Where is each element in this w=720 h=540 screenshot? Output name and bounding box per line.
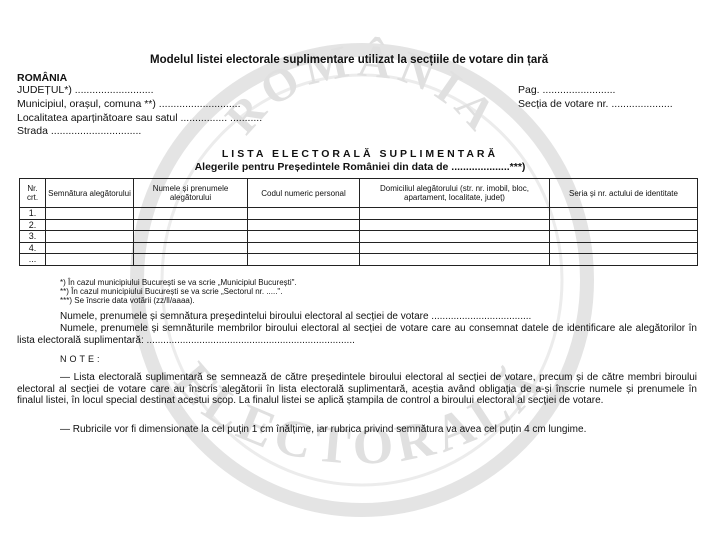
note-paragraph: — Rubricile vor fi dimensionate la cel puțin 1 cm înălțime, iar rubrica privind semnătura va avea cel puțin 4 cm lungime. (60, 424, 587, 435)
table-row (20, 208, 698, 220)
members-signature-line: Numele, prenumele și semnăturile membrilor biroului electoral al secției de votare care au consemnat datele de identificare ale alegătorilor în lista electorală suplimentară: ........................................................................... (17, 323, 697, 346)
watermark-top-text: ROMÂNIA (215, 34, 510, 144)
president-signature-line: Numele, prenumele și semnătura președintelui biroului electoral al secției de votare .................................... (60, 311, 532, 322)
row-number: ... (20, 254, 46, 266)
municipality-field: Municipiul, orașul, comuna **) ............................ (17, 98, 241, 110)
column-header: Domiciliul alegătorului (str. nr. imobil, bloc, apartament, localitate, județ) (360, 179, 550, 208)
table-row (20, 219, 698, 231)
county-field: JUDEȚUL*) ........................... (17, 84, 154, 96)
column-header: Numele și prenumele alegătorului (134, 179, 248, 208)
street-field: Strada ............................... (17, 125, 142, 137)
footnote: ***) Se înscrie data votării (zz/ll/aaaa). (60, 296, 195, 305)
table-header-row (20, 179, 698, 208)
table-row (20, 254, 698, 266)
page-number-field: Pag. ......................... (518, 84, 616, 96)
note-paragraph: — Lista electorală suplimentară se semnează de către președintele biroului electoral al secției de votare, precum și de către membri biroului electoral al secției de votare care au înscris alegătorii în lista electorală suplimentară, aceștia având obligația de a-și înscrie numele și prenumele în finalul listei, în locul special destinat acestui scop. La finalul listei se aplică ștampila de control a biroului electoral al secției de votare. (17, 372, 697, 406)
footnote: *) În cazul municipiului București se va scrie „Municipiul București". (60, 278, 297, 287)
row-number: 3. (20, 231, 46, 243)
column-header: Codul numeric personal (248, 179, 360, 208)
voters-table (19, 178, 698, 266)
locality-field: Localitatea aparținătoare sau satul ................ ........... (17, 112, 263, 124)
row-number: 4. (20, 242, 46, 254)
page-title: Modelul listei electorale suplimentare utilizat la secțiile de votare din țară (150, 54, 549, 66)
country-label: ROMÂNIA (17, 72, 68, 84)
row-number: 2. (20, 219, 46, 231)
watermark-bottom-text: ELECTORALĂ (163, 352, 557, 477)
notes-heading: NOTE: (60, 354, 103, 364)
column-header: Semnătura alegătorului (46, 179, 134, 208)
list-subtitle: Alegerile pentru Președintele României din data de ....................***) (194, 161, 526, 173)
svg-text:ELECTORALĂ (163, 352, 556, 477)
row-number: 1. (20, 208, 46, 220)
list-title: LISTA ELECTORALĂ SUPLIMENTARĂ (221, 148, 499, 160)
column-header: Nr. crt. (20, 179, 46, 208)
table-row (20, 231, 698, 243)
svg-text:ROMÂNIA (215, 34, 509, 143)
footnote: **) În cazul municipiului București se va scrie „Sectorul nr. .....". (60, 287, 283, 296)
table-row (20, 242, 698, 254)
column-header: Seria și nr. actului de identitate (550, 179, 698, 208)
voting-section-field: Secția de votare nr. ..................... (518, 98, 673, 110)
